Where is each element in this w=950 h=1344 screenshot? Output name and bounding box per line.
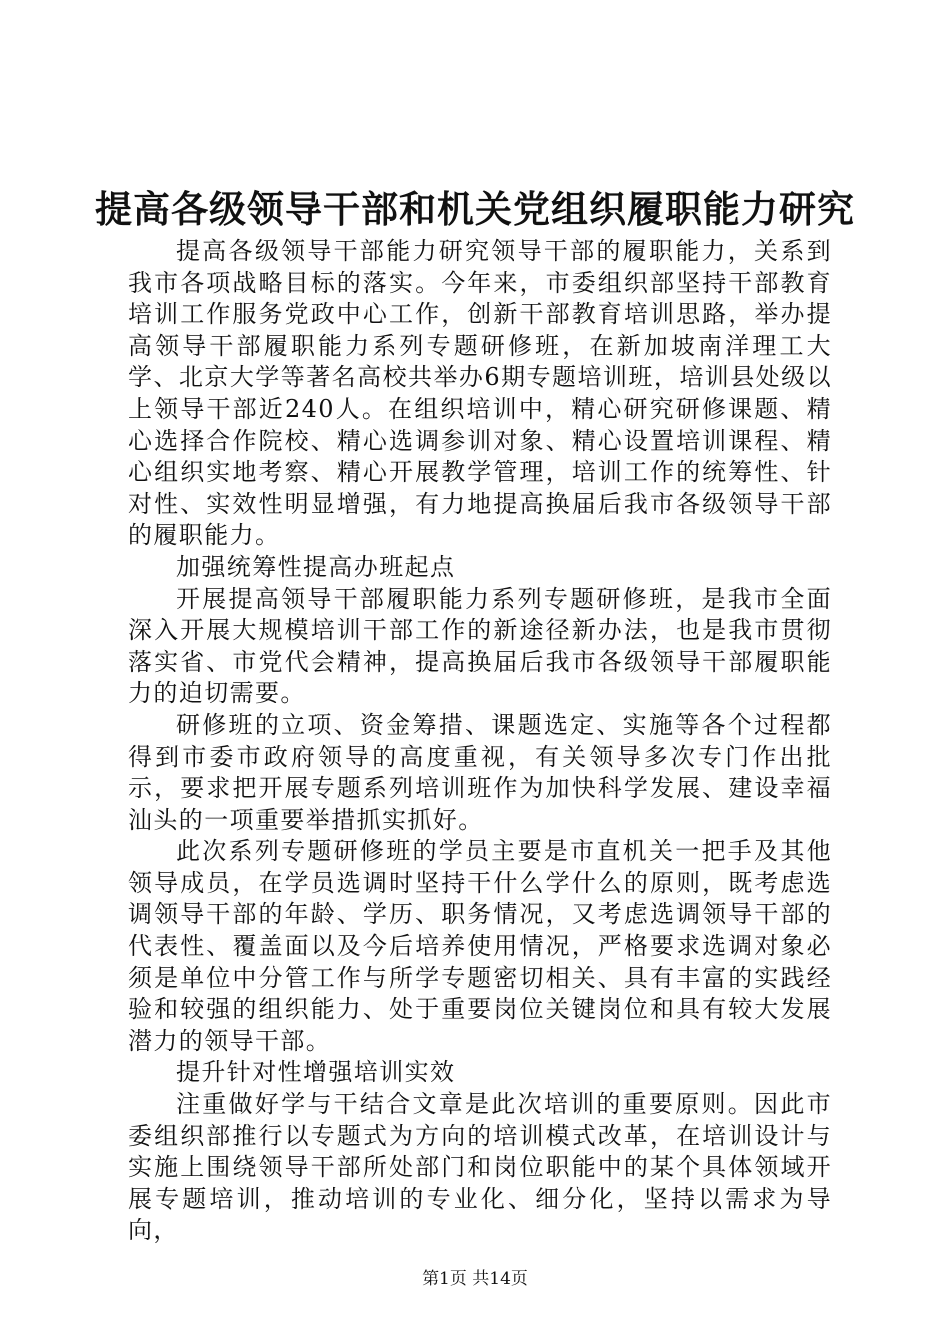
paragraph: 此次系列专题研修班的学员主要是市直机关一把手及其他领导成员，在学员选调时坚持干什么学什么的原则，既考虑选调领导干部的年龄、学历、职务情况，又考虑选调领导干部的代表性、覆盖面以及今后培养使用情况，严格要求选调对象必须是单位中分管工作与所学专题密切相关、具有丰富的实践经验和较强的组织能力、处于重要岗位关键岗位和具有较大发展潜力的领导干部。 <box>128 837 832 1055</box>
paragraph: 提高各级领导干部能力研究领导干部的履职能力，关系到我市各项战略目标的落实。今年来，市委组织部坚持干部教育培训工作服务党政中心工作，创新干部教育培训思路，举办提高领导干部履职能力系列专题研修班，在新加坡南洋理工大学、北京大学等著名高校共举办6期专题培训班，培训县处级以上领导干部近240人。在组织培训中，精心研究研修课题、精心选择合作院校、精心选调参训对象、精心设置培训课程、精心组织实地考察、精心开展教学管理，培训工作的统筹性、针对性、实效性明显增强，有力地提高换届后我市各级领导干部的履职能力。 <box>128 237 832 550</box>
paragraph: 注重做好学与干结合文章是此次培训的重要原则。因此市委组织部推行以专题式为方向的培训模式改革，在培训设计与实施上围绕领导干部所处部门和岗位职能中的某个具体领域开展专题培训，推动培训的专业化、细分化，坚持以需求为导向， <box>128 1090 832 1245</box>
paragraph: 研修班的立项、资金筹措、课题选定、实施等各个过程都得到市委市政府领导的高度重视，有关领导多次专门作出批示，要求把开展专题系列培训班作为加快科学发展、建设幸福汕头的一项重要举措抓实抓好。 <box>128 710 832 834</box>
paragraph: 开展提高领导干部履职能力系列专题研修班，是我市全面深入开展大规模培训干部工作的新途径新办法，也是我市贯彻落实省、市党代会精神，提高换届后我市各级领导干部履职能力的迫切需要。 <box>128 584 832 708</box>
document-title: 提高各级领导干部和机关党组织履职能力研究 <box>95 188 855 231</box>
section-heading: 提升针对性增强培训实效 <box>176 1058 456 1087</box>
section-heading: 加强统筹性提高办班起点 <box>176 552 456 581</box>
page-number-footer: 第1页 共14页 <box>422 1269 528 1289</box>
document-body <box>128 236 832 1247</box>
